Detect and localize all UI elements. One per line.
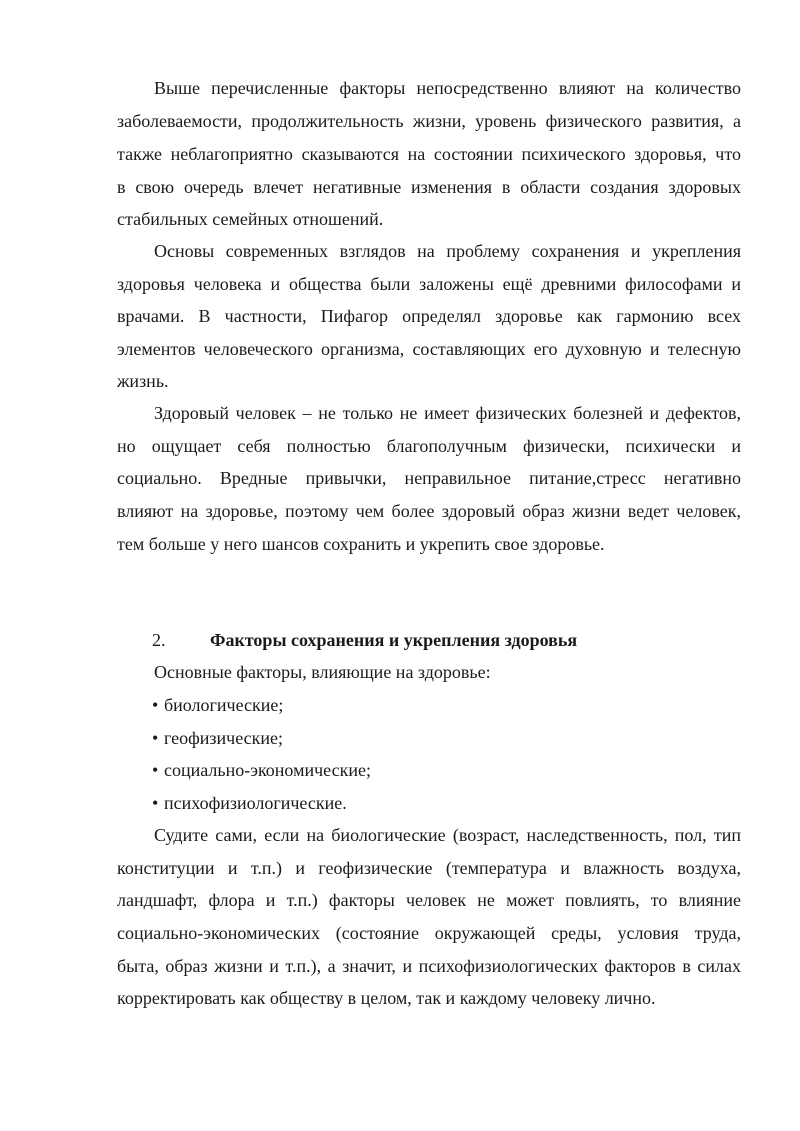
bullet-icon: • [152,793,159,813]
text-line: конституции и т.п.) и геофизические (температура и влажность воздуха, [117,858,741,878]
text-line: элементов человеческого организма, составляющих его духовную и телесную [117,339,741,359]
text-line: здоровья человека и общества были заложены ещё древними философами и [117,274,741,294]
section-title: Факторы сохранения и укрепления здоровья [210,630,578,650]
text-line: жизнь. [117,371,169,391]
text-line: социально. Вредные привычки, неправильное питание,стресс негативно [117,468,741,488]
text-line: Здоровый человек – не только не имеет физических болезней и дефектов, [154,403,741,423]
text-line: корректировать как обществу в целом, так и каждому человеку лично. [117,988,656,1008]
text-line: также неблагоприятно сказываются на состоянии психического здоровья, что [117,144,741,164]
section-number: 2. [152,630,166,650]
text-line: Судите сами, если на биологические (возраст, наследственность, пол, тип [154,825,741,845]
text-line: Выше перечисленные факторы непосредственно влияют на количество [154,78,741,98]
text-line: ландшафт, флора и т.п.) факторы человек не может повлиять, то влияние [117,890,741,910]
text-line: влияют на здоровье, поэтому чем более здоровый образ жизни ведет человек, [117,501,741,521]
section-heading [152,628,577,652]
factors-intro: Основные факторы, влияющие на здоровье: [154,662,491,682]
text-line: быта, образ жизни и т.п.), а значит, и психофизиологических факторов в силах [117,956,741,976]
list-item: • биологические; [152,695,284,715]
text-line: тем больше у него шансов сохранить и укрепить свое здоровье. [117,534,605,554]
list-item: • психофизиологические. [152,793,347,813]
text-line: стабильных семейных отношений. [117,209,384,229]
bullet-icon: • [152,728,159,748]
text-line: в свою очередь влечет негативные изменения в области создания здоровых [117,177,741,197]
bullet-icon: • [152,695,159,715]
text-line: Основы современных взглядов на проблему сохранения и укрепления [154,241,741,261]
text-line: врачами. В частности, Пифагор определял здоровье как гармонию всех [117,306,741,326]
text-line: социально-экономических (состояние окружающей среды, условия труда, [117,923,741,943]
text-line: но ощущает себя полностью благополучным физически, психически и [117,436,741,456]
text-line: заболеваемости, продолжительность жизни, уровень физического развития, а [117,111,741,131]
list-item: • геофизические; [152,728,284,748]
list-item: • социально-экономические; [152,760,371,780]
bullet-icon: • [152,760,159,780]
